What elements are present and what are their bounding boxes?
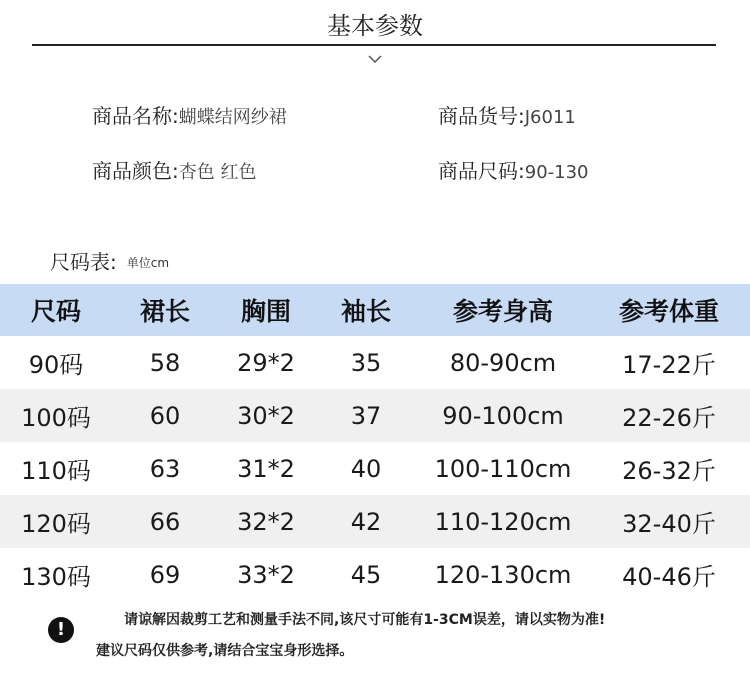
info-size-label: 商品尺码: [438,159,525,183]
table-cell: 30*2 [237,401,295,430]
table-cell: 40 [350,454,382,483]
table-cell: 26-32斤 [622,457,716,485]
table-cell: 80-90cm [449,348,557,377]
info-product-sku [438,102,576,132]
table-cell: 29*2 [237,348,295,377]
table-cell: 110-120cm [434,507,572,536]
table-cell: 31*2 [237,454,295,483]
table-row [0,442,750,495]
column-header: 参考身高 [452,297,553,326]
info-size-value: 90-130 [524,162,589,183]
table-row [0,336,750,389]
size-table-title: 尺码表: [50,250,117,274]
table-row [0,548,750,601]
table-cell: 66 [149,507,181,536]
table-cell: 69 [149,560,181,589]
table-cell: 22-26斤 [622,404,716,432]
table-cell: 63 [149,454,181,483]
info-sku-label: 商品货号: [438,104,525,128]
size-table-label [50,248,169,277]
info-name-value: 蝴蝶结网纱裙 [178,107,287,128]
table-cell: 100码 [21,404,91,432]
table-cell: 42 [350,507,382,536]
table-cell: 45 [350,560,382,589]
table-cell: 17-22斤 [622,351,716,379]
table-cell: 60 [149,401,181,430]
table-cell: 58 [149,348,181,377]
table-cell: 40-46斤 [622,563,716,591]
column-header: 裙长 [139,297,190,326]
note-line-2: 建议尺码仅供参考,请结合宝宝身形选择。 [96,643,354,659]
table-cell: 90-100cm [442,401,564,430]
column-header: 尺码 [30,297,81,326]
table-cell: 100-110cm [434,454,572,483]
table-cell: 32-40斤 [622,510,716,538]
page-title: 基本参数 [327,12,423,40]
exclamation-icon: ! [48,617,74,643]
table-cell: 130码 [21,563,91,591]
table-cell: 120-130cm [434,560,572,589]
info-sku-value: J6011 [524,107,576,128]
title-divider [32,44,716,46]
table-cell: 33*2 [237,560,295,589]
table-cell: 90码 [28,351,84,379]
table-header-row [0,284,750,336]
table-cell: 110码 [21,457,91,485]
size-table-unit: 单位cm [126,256,170,270]
info-name-label: 商品名称: [92,104,179,128]
info-color-value: 杏色 红色 [178,162,257,183]
info-product-color [92,157,256,187]
info-product-name [92,102,287,132]
table-cell: 120码 [21,510,91,538]
column-header: 参考体重 [618,297,719,326]
column-header: 袖长 [340,297,391,326]
info-color-label: 商品颜色: [92,159,179,183]
table-row [0,495,750,548]
size-table [0,284,750,601]
table-cell: 32*2 [237,507,295,536]
note-line-1: 请谅解因裁剪工艺和测量手法不同,该尺寸可能有1-3CM误差，请以实物为准! [124,612,606,628]
info-product-size [438,157,589,187]
chevron-down-icon [366,52,384,66]
table-cell: 35 [350,348,382,377]
table-row [0,389,750,442]
table-cell: 37 [350,401,382,430]
column-header: 胸围 [240,297,291,326]
